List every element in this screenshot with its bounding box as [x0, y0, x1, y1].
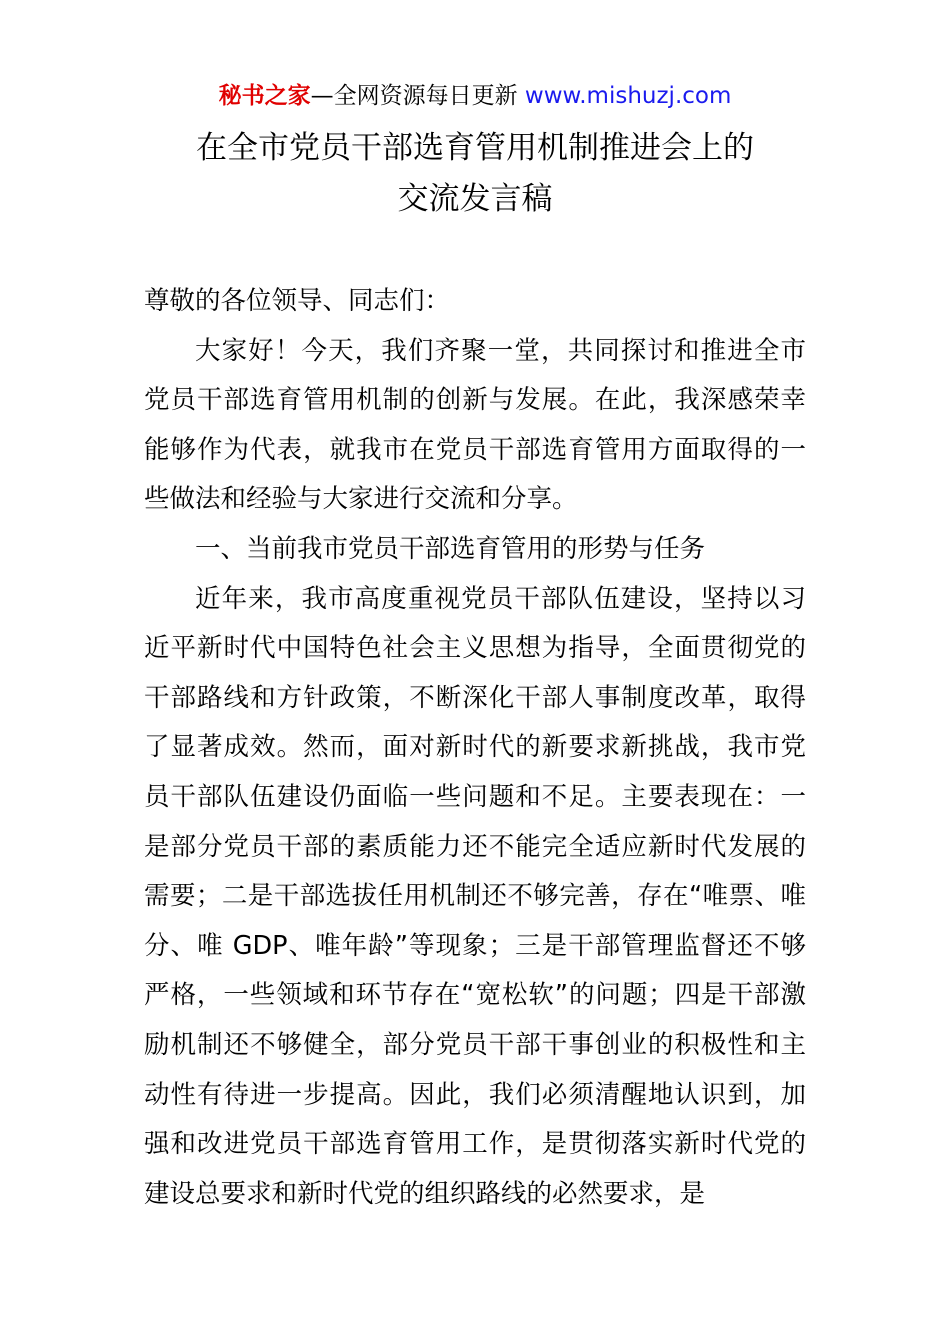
- brand-slogan: —全网资源每日更新: [310, 83, 525, 109]
- section-heading: 一、当前我市党员干部选育管用的形势与任务: [195, 533, 706, 564]
- document-body: [144, 277, 806, 1219]
- brand-name: 秘书之家: [218, 83, 311, 109]
- paragraph-opening: 大家好！今天，我们齐聚一堂，共同探讨和推进全市党员干部选育管用机制的创新与发展。在此，我深感荣幸能够作为代表，就我市在党员干部选育管用方面取得的一些做法和经验与大家进行交流和分享。: [144, 335, 806, 515]
- document-title-line-2: 交流发言稿: [397, 181, 553, 217]
- watermark-banner: [0, 80, 950, 112]
- document-title-line-1: 在全市党员干部选育管用机制推进会上的: [196, 130, 754, 166]
- site-url: www.mishuzj.com: [524, 83, 732, 109]
- paragraph-situation: 近年来，我市高度重视党员干部队伍建设，坚持以习近平新时代中国特色社会主义思想为指导，全面贯彻党的干部路线和方针政策，不断深化干部人事制度改革，取得了显著成效。然而，面对新时代的新要求新挑战，我市党员干部队伍建设仍面临一些问题和不足。主要表现在：一是部分党员干部的素质能力还不能完全适应新时代发展的需要；二是干部选拔任用机制还不够完善，存在“唯票、唯分、唯 GDP、唯年龄”等现象；三是干部管理监督还不够严格，一些领域和环节存在“宽松软”的问题；四是干部激励机制还不够健全，部分党员干部干事创业的积极性和主动性有待进一步提高。因此，我们必须清醒地认识到，加强和改进党员干部选育管用工作，是贯彻落实新时代党的建设总要求和新时代党的组织路线的必然要求，是: [144, 583, 806, 1209]
- salutation: 尊敬的各位领导、同志们：: [144, 286, 451, 316]
